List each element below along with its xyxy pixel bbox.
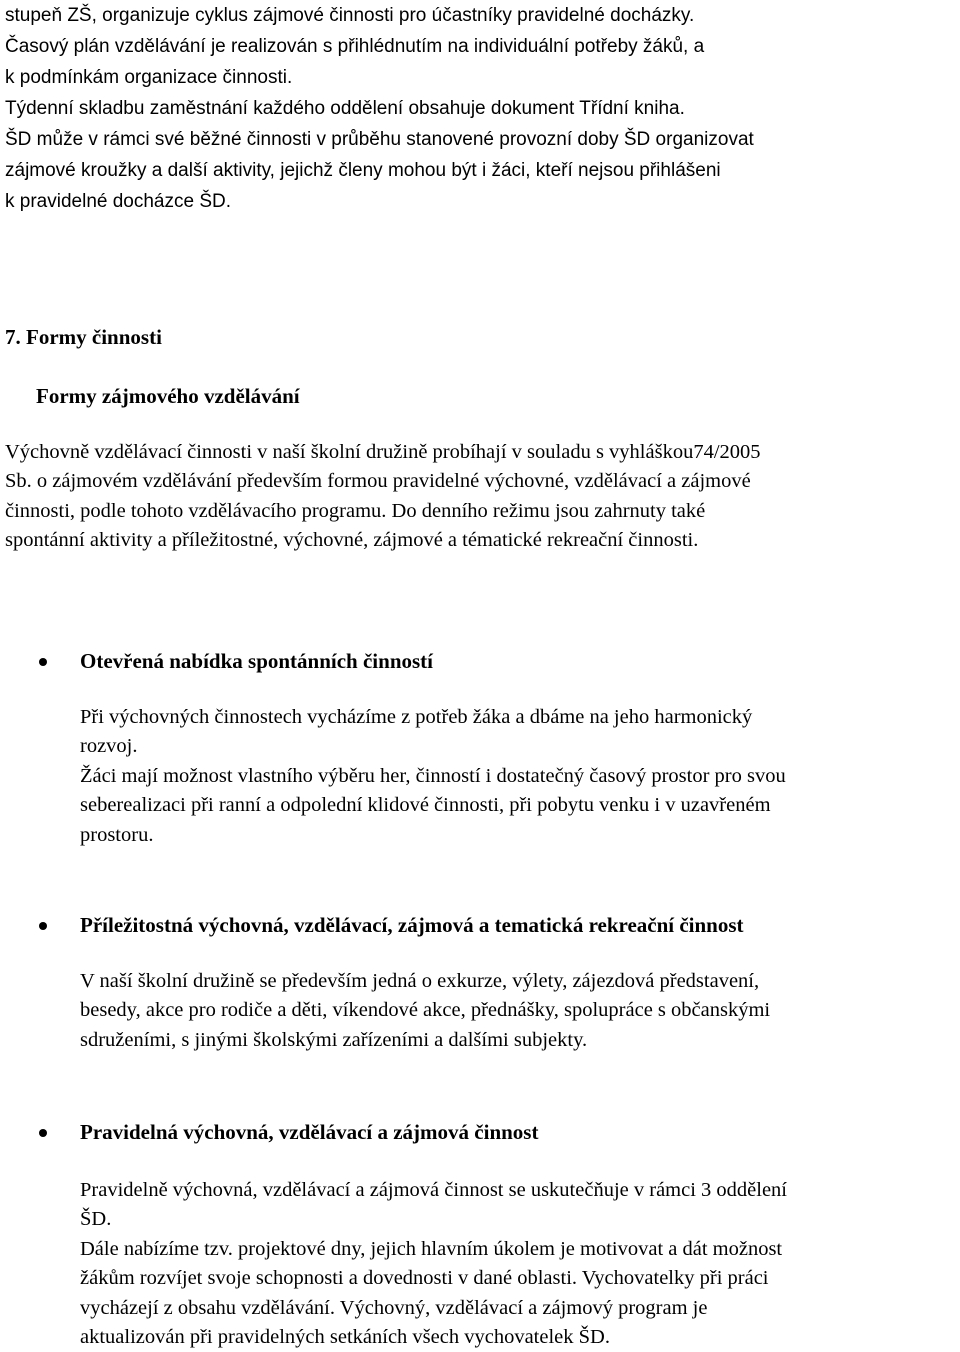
text-line: k pravidelné docházce ŠD. [5, 191, 232, 212]
bullet-icon [39, 1129, 47, 1137]
text-line: k podmínkám organizace činnosti. [5, 67, 293, 88]
bullet-body [80, 703, 960, 850]
text-line: ŠD může v rámci své běžné činnosti v průběhu stanovené provozní doby ŠD organizovat [5, 129, 754, 150]
text-line: zájmové kroužky a další aktivity, jejichž členy mohou být i žáci, kteří nejsou přihlášeni [5, 160, 721, 181]
section-paragraph [5, 438, 960, 556]
text-line: aktualizován při pravidelných setkáních všech vychovatelek ŠD. [80, 1326, 610, 1349]
section-title: 7. Formy činnosti [5, 325, 162, 349]
intro-paragraph [5, 0, 960, 217]
text-line: prostoru. [80, 823, 154, 846]
text-line: Pravidelně výchovná, vzdělávací a zájmová činnost se uskutečňuje v rámci 3 oddělení [80, 1179, 787, 1201]
text-line: Sb. o zájmovém vzdělávání především formou pravidelné výchovné, vzdělávací a zájmové [5, 470, 751, 493]
bullet-title: Otevřená nabídka spontánních činností [80, 649, 434, 673]
section-subtitle: Formy zájmového vzdělávání [36, 384, 300, 408]
text-line: činnosti, podle tohoto vzdělávacího programu. Do denního režimu jsou zahrnuty také [5, 499, 706, 522]
text-line: seberealizaci při ranní a odpolední klidové činnosti, při pobytu venku i v uzavřeném [80, 794, 771, 817]
text-line: žákům rozvíjet svoje schopnosti a dovednosti v dané oblasti. Vychovatelky při práci [80, 1267, 769, 1290]
text-line: Výchovně vzdělávací činnosti v naší školní družině probíhají v souladu s vyhláškou74/2005 [5, 441, 761, 463]
bullet-icon [39, 658, 47, 666]
text-line: Při výchovných činnostech vycházíme z potřeb žáka a dbáme na jeho harmonický [80, 706, 753, 728]
text-line: Týdenní skladbu zaměstnání každého oddělení obsahuje dokument Třídní kniha. [5, 98, 685, 119]
text-line: Dále nabízíme tzv. projektové dny, jejich hlavním úkolem je motivovat a dát možnost [80, 1237, 783, 1260]
bullet-title: Pravidelná výchovná, vzdělávací a zájmová činnost [80, 1120, 539, 1144]
text-line: ŠD. [80, 1208, 112, 1231]
bullet-body [80, 1176, 960, 1352]
text-line: V naší školní družině se především jedná o exkurze, výlety, zájezdová představení, [80, 970, 760, 992]
text-line: vycházejí z obsahu vzdělávání. Výchovný, vzdělávací a zájmový program je [80, 1296, 708, 1319]
bullet-body [80, 967, 960, 1055]
text-line: stupeň ZŠ, organizuje cyklus zájmové činnosti pro účastníky pravidelné docházky. [5, 5, 695, 26]
bullet-icon [39, 922, 47, 930]
bullet-title: Příležitostná výchovná, vzdělávací, zájmová a tematická rekreační činnost [80, 913, 744, 937]
text-line: rozvoj. [80, 735, 138, 758]
text-line: Časový plán vzdělávání je realizován s přihlédnutím na individuální potřeby žáků, a [5, 36, 705, 57]
text-line: spontánní aktivity a příležitostné, výchovné, zájmové a tématické rekreační činnosti. [5, 529, 699, 552]
text-line: sdruženími, s jinými školskými zařízeními a dalšími subjekty. [80, 1028, 588, 1051]
text-line: besedy, akce pro rodiče a děti, víkendové akce, přednášky, spolupráce s občanskými [80, 999, 771, 1022]
text-line: Žáci mají možnost vlastního výběru her, činností i dostatečný časový prostor pro svou [80, 764, 786, 787]
